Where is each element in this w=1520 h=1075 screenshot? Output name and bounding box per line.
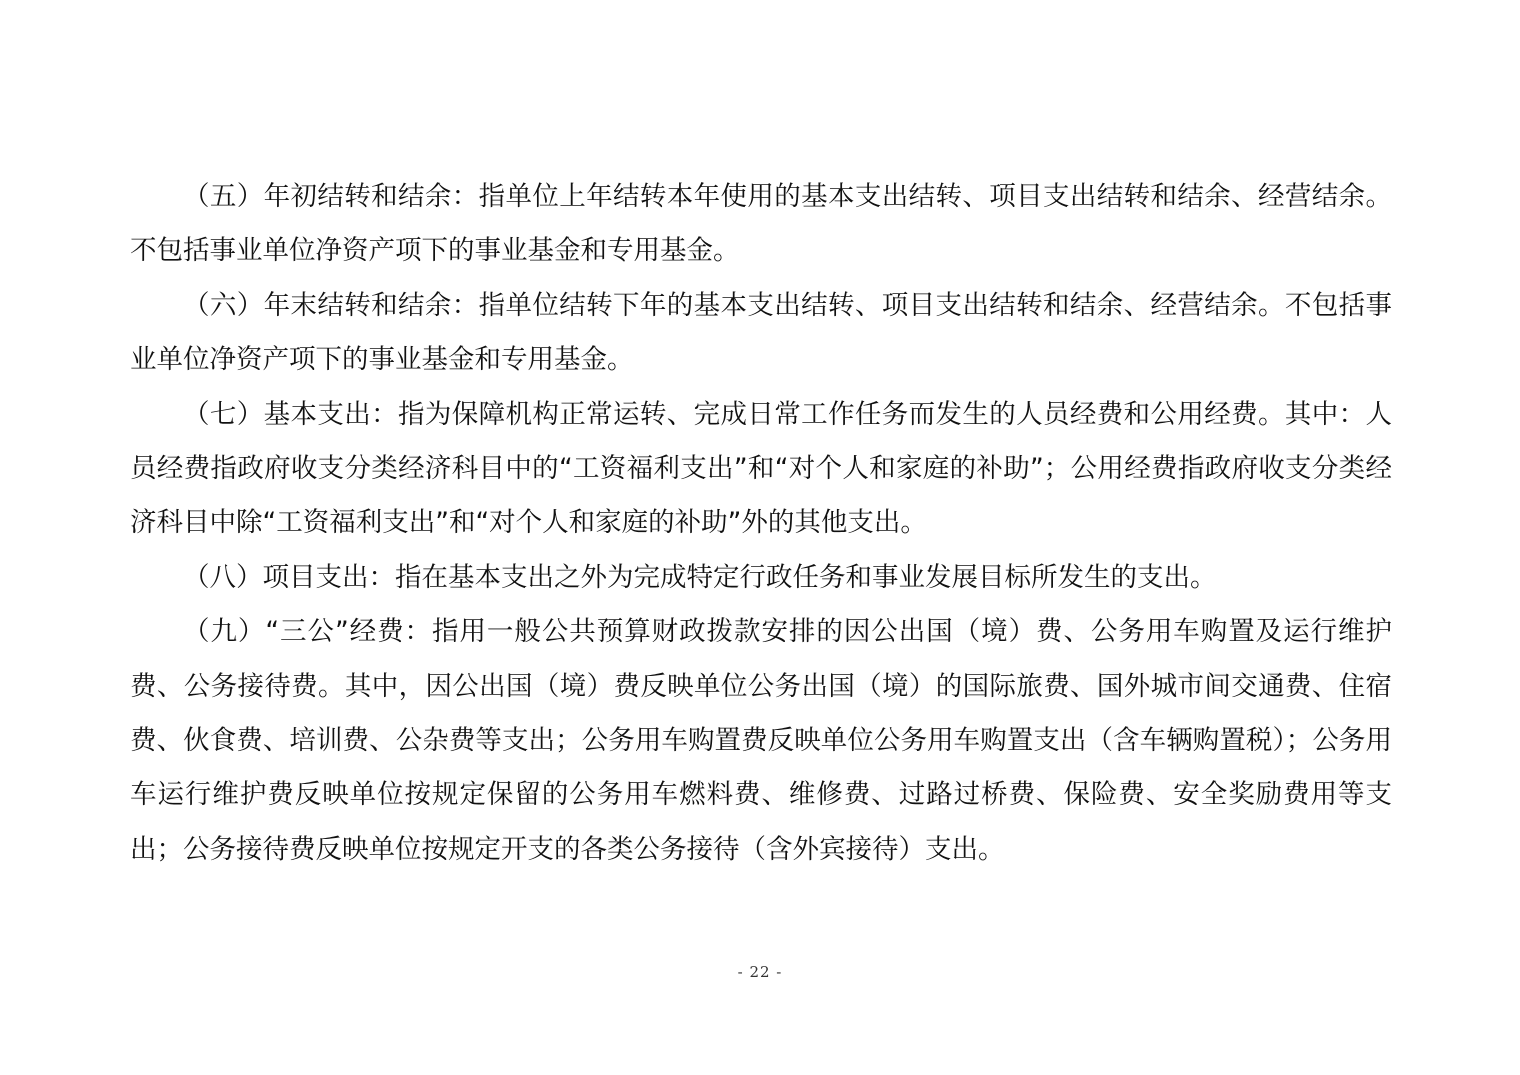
document-body (130, 170, 1392, 877)
paragraph-item-5: （五）年初结转和结余：指单位上年结转本年使用的基本支出结转、项目支出结转和结余、经营结余。不包括事业单位净资产项下的事业基金和专用基金。 (130, 181, 1392, 267)
paragraph-item-7: （七）基本支出：指为保障机构正常运转、完成日常工作任务而发生的人员经费和公用经费。其中：人员经费指政府收支分类经济科目中的“工资福利支出”和“对个人和家庭的补助”；公用经费指政府收支分类经济科目中除“工资福利支出”和“对个人和家庭的补助”外的其他支出。 (130, 398, 1392, 539)
page-number: - 22 - (737, 963, 783, 981)
paragraph-item-6: （六）年末结转和结余：指单位结转下年的基本支出结转、项目支出结转和结余、经营结余。不包括事业单位净资产项下的事业基金和专用基金。 (130, 289, 1392, 376)
paragraph-item-9: （九）“三公”经费：指用一般公共预算财政拨款安排的因公出国（境）费、公务用车购置及运行维护费、公务接待费。其中，因公出国（境）费反映单位公务出国（境）的国际旅费、国外城市间交通费、住宿费、伙食费、培训费、公杂费等支出；公务用车购置费反映单位公务用车购置支出（含车辆购置税）；公务用车运行维护费反映单位按规定保留的公务用车燃料费、维修费、过路过桥费、保险费、安全奖励费用等支出；公务接待费反映单位按规定开支的各类公务接待（含外宾接待）支出。 (130, 616, 1392, 865)
paragraph-item-8: （八）项目支出：指在基本支出之外为完成特定行政任务和事业发展目标所发生的支出。 (183, 561, 1217, 593)
